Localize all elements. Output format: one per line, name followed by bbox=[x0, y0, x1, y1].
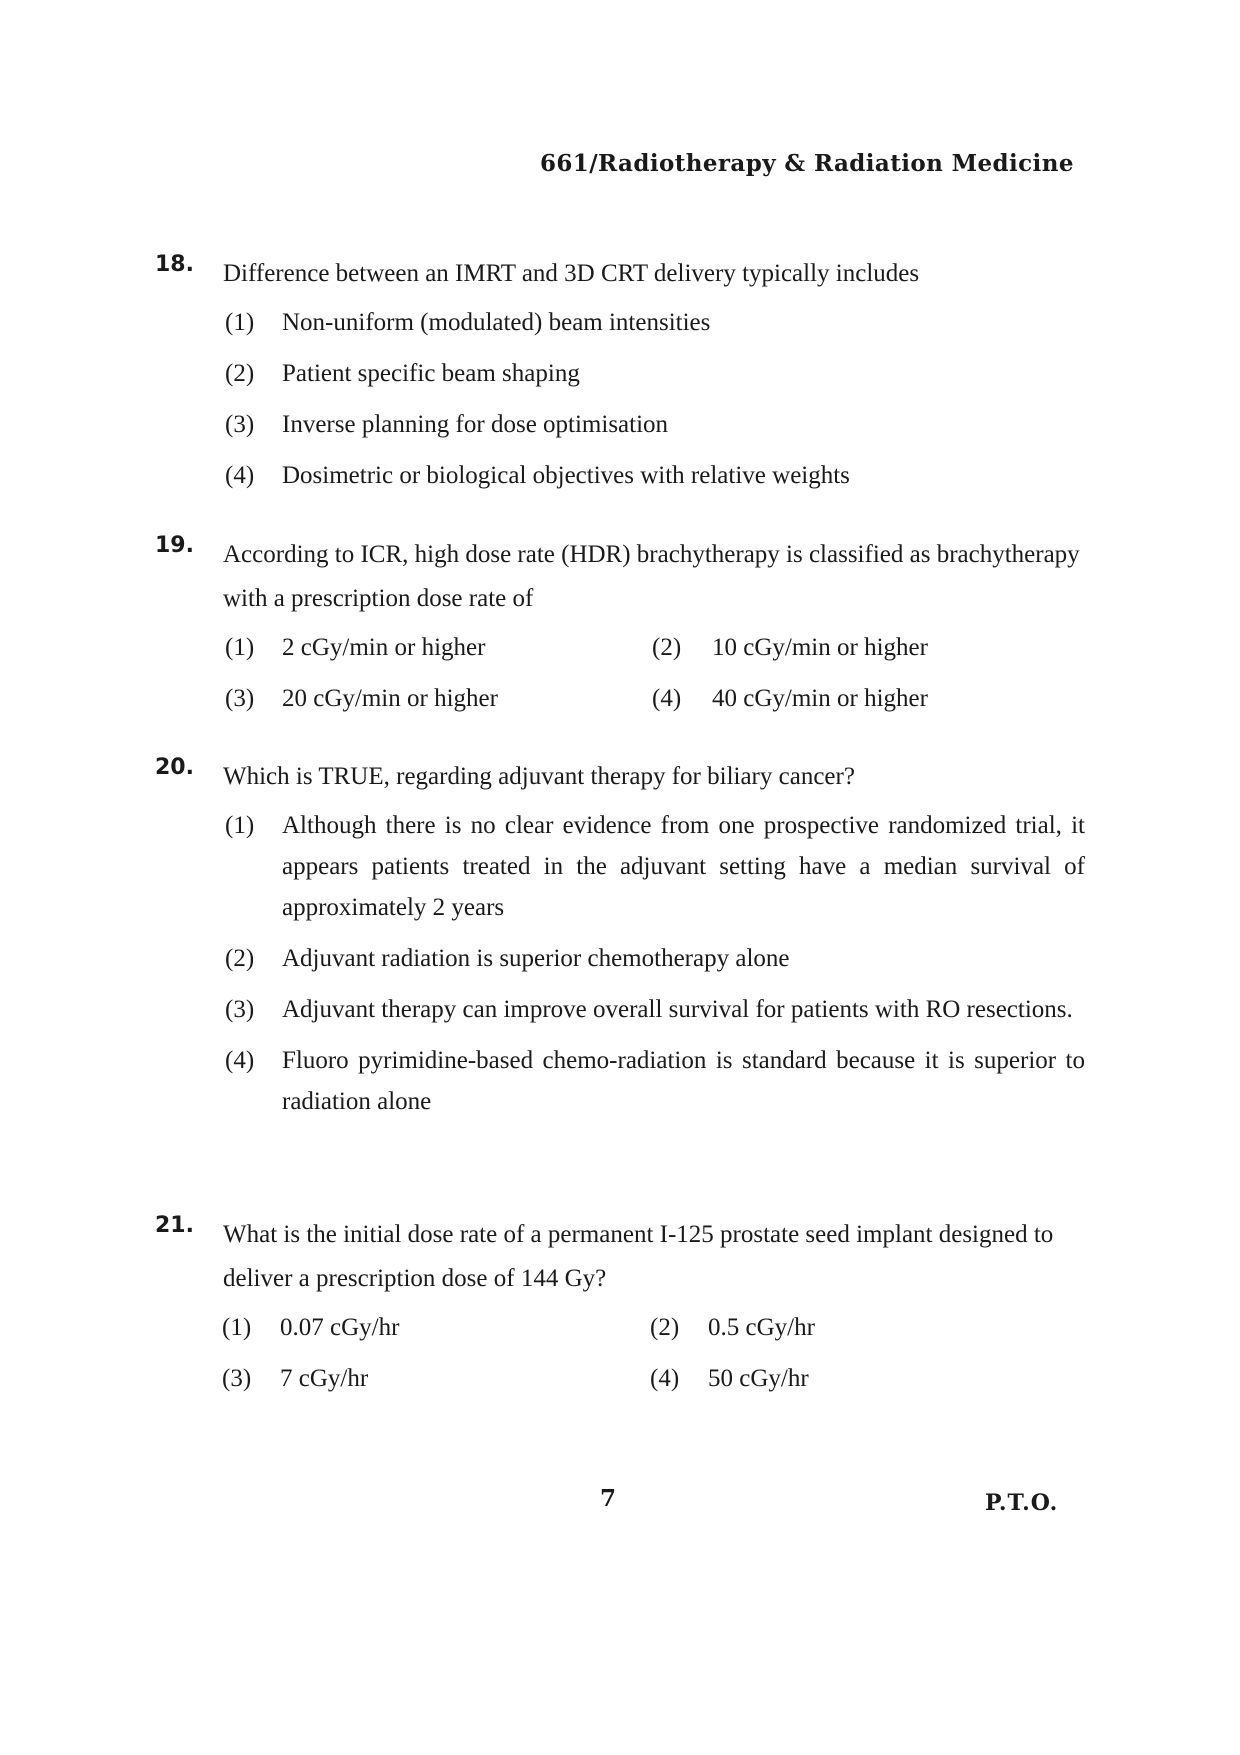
option-number: (2) bbox=[652, 634, 682, 661]
question-number: 19. bbox=[155, 533, 194, 558]
option-text: Dosimetric or biological objectives with relative weights bbox=[282, 462, 850, 489]
option-2 bbox=[155, 353, 1085, 394]
page-header-title: 661/Radiotherapy & Radiation Medicine bbox=[540, 150, 1074, 177]
option-3 bbox=[155, 404, 1085, 445]
option-number: (3) bbox=[225, 685, 255, 712]
options-list bbox=[155, 805, 1085, 1122]
option-text: 10 cGy/min or higher bbox=[712, 634, 928, 661]
options-list bbox=[155, 302, 1085, 496]
question-text: According to ICR, high dose rate (HDR) brachytherapy is classified as brachytherapy with a prescription dose rate of bbox=[223, 541, 1080, 612]
option-number: (1) bbox=[225, 309, 255, 336]
options-row bbox=[155, 1358, 1085, 1409]
option-text: 7 cGy/hr bbox=[280, 1365, 369, 1392]
page-number: 7 bbox=[600, 1485, 617, 1512]
question-20 bbox=[155, 755, 1085, 1132]
pto-label: P.T.O. bbox=[985, 1490, 1059, 1516]
option-text: 0.07 cGy/hr bbox=[280, 1314, 400, 1341]
option-number: (4) bbox=[225, 462, 255, 489]
option-text: 20 cGy/min or higher bbox=[282, 685, 498, 712]
option-text: Although there is no clear evidence from one prospective randomized trial, it appears patients treated in the adjuvant setting have a median survival of approximately 2 years bbox=[282, 812, 1085, 921]
option-number: (1) bbox=[222, 1314, 252, 1341]
options-row bbox=[155, 627, 1085, 678]
option-number: (3) bbox=[225, 996, 255, 1023]
option-1 bbox=[155, 302, 1085, 343]
option-2 bbox=[155, 938, 1085, 979]
option-number: (1) bbox=[225, 634, 255, 661]
option-3 bbox=[155, 989, 1085, 1030]
option-number: (3) bbox=[225, 411, 255, 438]
option-text: Adjuvant therapy can improve overall survival for patients with RO resections. bbox=[282, 996, 1073, 1023]
question-text: What is the initial dose rate of a permanent I-125 prostate seed implant designed to deliver a prescription dose of 144 Gy? bbox=[223, 1221, 1054, 1292]
option-4 bbox=[155, 455, 1085, 496]
option-number: (4) bbox=[225, 1047, 255, 1074]
option-number: (2) bbox=[225, 360, 255, 387]
option-number: (4) bbox=[652, 685, 682, 712]
option-text: Patient specific beam shaping bbox=[282, 360, 580, 387]
option-text: 0.5 cGy/hr bbox=[708, 1314, 815, 1341]
question-number: 20. bbox=[155, 755, 194, 780]
options-row bbox=[155, 678, 1085, 729]
option-text: 2 cGy/min or higher bbox=[282, 634, 486, 661]
options-row bbox=[155, 1307, 1085, 1358]
options-grid bbox=[155, 627, 1085, 729]
question-text: Difference between an IMRT and 3D CRT delivery typically includes bbox=[223, 260, 920, 287]
question-text: Which is TRUE, regarding adjuvant therapy for biliary cancer? bbox=[223, 763, 855, 790]
option-number: (2) bbox=[225, 945, 255, 972]
option-text: 50 cGy/hr bbox=[708, 1365, 809, 1392]
option-4 bbox=[155, 1040, 1085, 1122]
question-19 bbox=[155, 533, 1085, 729]
option-number: (4) bbox=[650, 1365, 680, 1392]
option-text: Adjuvant radiation is superior chemotherapy alone bbox=[282, 945, 790, 972]
option-text: 40 cGy/min or higher bbox=[712, 685, 928, 712]
question-18 bbox=[155, 252, 1085, 506]
question-number: 18. bbox=[155, 252, 194, 277]
options-grid bbox=[155, 1307, 1085, 1409]
option-number: (2) bbox=[650, 1314, 680, 1341]
option-number: (3) bbox=[222, 1365, 252, 1392]
option-number: (1) bbox=[225, 812, 255, 839]
question-number: 21. bbox=[155, 1213, 194, 1238]
option-text: Non-uniform (modulated) beam intensities bbox=[282, 309, 711, 336]
option-text: Inverse planning for dose optimisation bbox=[282, 411, 669, 438]
question-21 bbox=[155, 1213, 1085, 1409]
option-1 bbox=[155, 805, 1085, 928]
option-text: Fluoro pyrimidine-based chemo-radiation is standard because it is superior to radiation alone bbox=[282, 1047, 1085, 1115]
